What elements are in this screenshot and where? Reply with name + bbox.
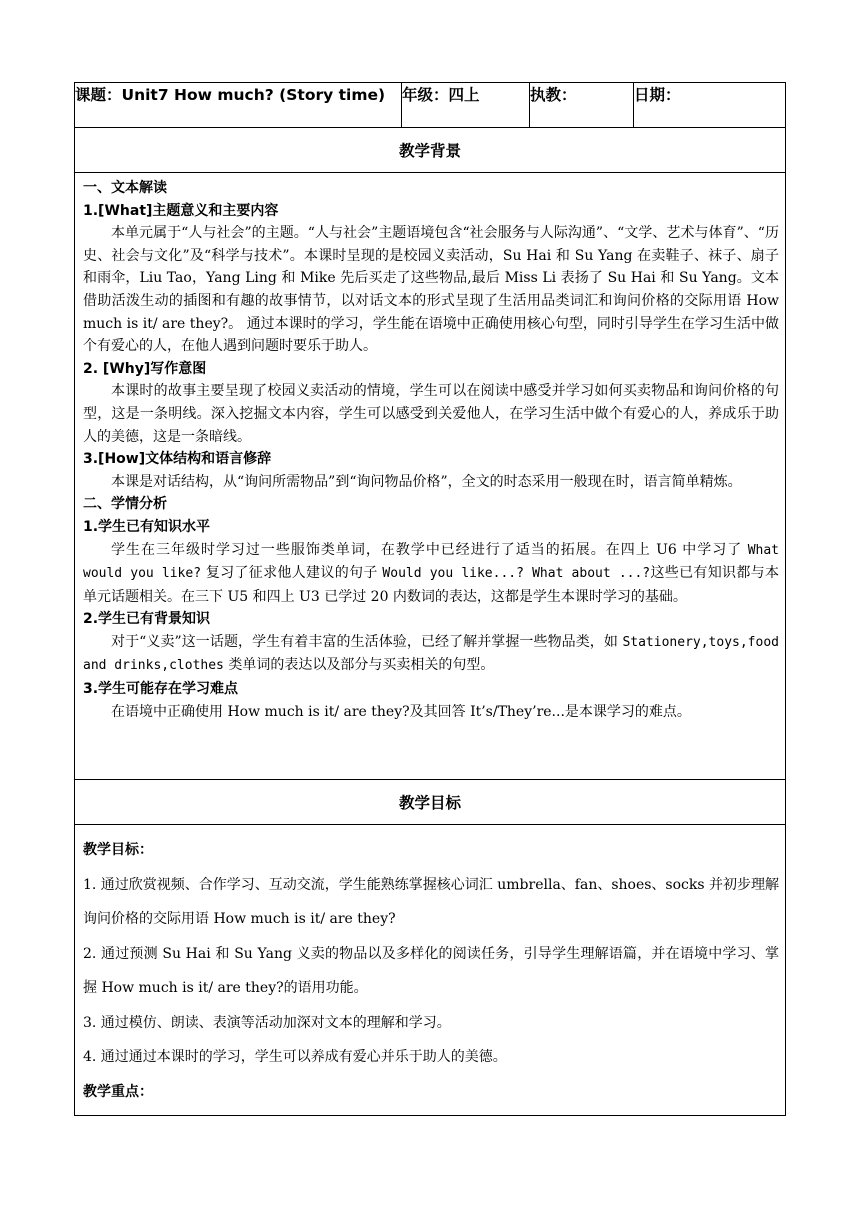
- what-paragraph: 本单元属于“人与社会”的主题。“人与社会”主题语境包含“社会服务与人际沟通”、“文学、艺术与体育”、“历史、社会与文化”及“科学与技术”。本课时呈现的是校园义卖活动，Su Hai 和 Su Yang 在卖鞋子、袜子、扇子和雨伞，Liu Tao，Yang Ling 和 Mike 先后买走了这些物品,最后 Miss Li 表扬了 Su Hai 和 Su Yang。文本借助活泼生动的插图和有趣的故事情节，以对话文本的形式呈现了生活用品类词汇和询问价格的交际用语 How much is it/ are they?。 通过本课时的学习，学生能在语境中正确使用核心句型，同时引导学生在学习生活中做个有爱心的人，在他人遇到问题时要乐于助人。: [83, 225, 779, 355]
- knowledge-code-1: What would you like?: [83, 542, 779, 582]
- goal-item-2: 2. 通过预测 Su Hai 和 Su Yang 义卖的物品以及多样化的阅读任务，引导学生理解语篇，并在语境中学习、掌握 How much is it/ are they?的语用功能。: [83, 945, 779, 996]
- lesson-plan-table: [74, 82, 786, 1116]
- goal-item-4: 4. 通过通过本课时的学习，学生可以养成有爱心并乐于助人的美德。: [83, 1049, 507, 1065]
- background-code: Stationery,toys,food and drinks,clothes: [83, 634, 779, 674]
- how-heading: 3.[How]文体结构和语言修辞: [83, 451, 272, 468]
- background-text-1: 对于“义卖”这一话题，学生有着丰富的生活体验，已经了解并掌握一些物品类，如: [111, 633, 623, 650]
- goals-label: 教学目标：: [83, 842, 153, 858]
- header-row: [75, 83, 786, 128]
- background-knowledge-paragraph: [83, 631, 779, 678]
- topic-cell: 课题：Unit7 How much? (Story time): [75, 83, 402, 128]
- background-text-2: 类单词的表达以及部分与买卖相关的句型。: [223, 657, 495, 674]
- how-paragraph: 本课是对话结构，从“询问所需物品”到“询问物品价格”，全文的时态采用一般现在时，语言简单精炼。: [111, 473, 742, 490]
- goals-section-body: [75, 825, 786, 1116]
- background-knowledge-heading: 2.学生已有背景知识: [83, 611, 211, 628]
- difficulty-heading: 3.学生可能存在学习难点: [83, 681, 239, 698]
- date-cell: 日期：: [634, 83, 786, 128]
- key-points-label: 教学重点：: [83, 1083, 153, 1100]
- goal-item-1: 1. 通过欣赏视频、合作学习、互动交流，学生能熟练掌握核心词汇 umbrella、fan、shoes、socks 并初步理解询问价格的交际用语 How much is it/ are they?: [83, 876, 780, 927]
- knowledge-text-1: 学生在三年级时学习过一些服饰类单词，在教学中已经进行了适当的拓展。在四上 U6 中学习了: [111, 541, 748, 558]
- difficulty-paragraph: 在语境中正确使用 How much is it/ are they?及其回答 It’s/They’re...是本课学习的难点。: [111, 703, 691, 720]
- background-section-body: [75, 173, 786, 780]
- goals-section-title: 教学目标: [75, 780, 786, 825]
- why-paragraph: 本课时的故事主要呈现了校园义卖活动的情境，学生可以在阅读中感受并学习如何买卖物品和询问价格的句型，这是一条明线。深入挖掘文本内容，学生可以感受到关爱他人，在学习生活中做个有爱心的人，养成乐于助人的美德，这是一条暗线。: [83, 383, 779, 445]
- knowledge-text-2: 复习了征求他人建议的句子: [201, 565, 383, 582]
- student-analysis-heading: 二、学情分析: [83, 496, 167, 513]
- knowledge-heading: 1.学生已有知识水平: [83, 518, 211, 535]
- why-heading: 2. [Why]写作意图: [83, 360, 207, 377]
- goal-item-3: 3. 通过模仿、朗读、表演等活动加深对文本的理解和学习。: [83, 1014, 451, 1031]
- teacher-cell: 执教：: [530, 83, 634, 128]
- what-heading: 1.[What]主题意义和主要内容: [83, 202, 279, 219]
- background-section-title: 教学背景: [75, 128, 786, 173]
- lesson-plan-page: [74, 82, 785, 1116]
- knowledge-paragraph: [83, 539, 779, 609]
- text-analysis-heading: 一、文本解读: [83, 180, 167, 196]
- knowledge-code-2: Would you like...? What about ...?: [382, 566, 651, 582]
- knowledge-text-3: 这些已有知识都与本单元话题相关。在三下 U5 和四上 U3 已学过 20 内数词的表达，这都是学生本课时学习的基础。: [83, 565, 779, 605]
- grade-cell: 年级：四上: [402, 83, 530, 128]
